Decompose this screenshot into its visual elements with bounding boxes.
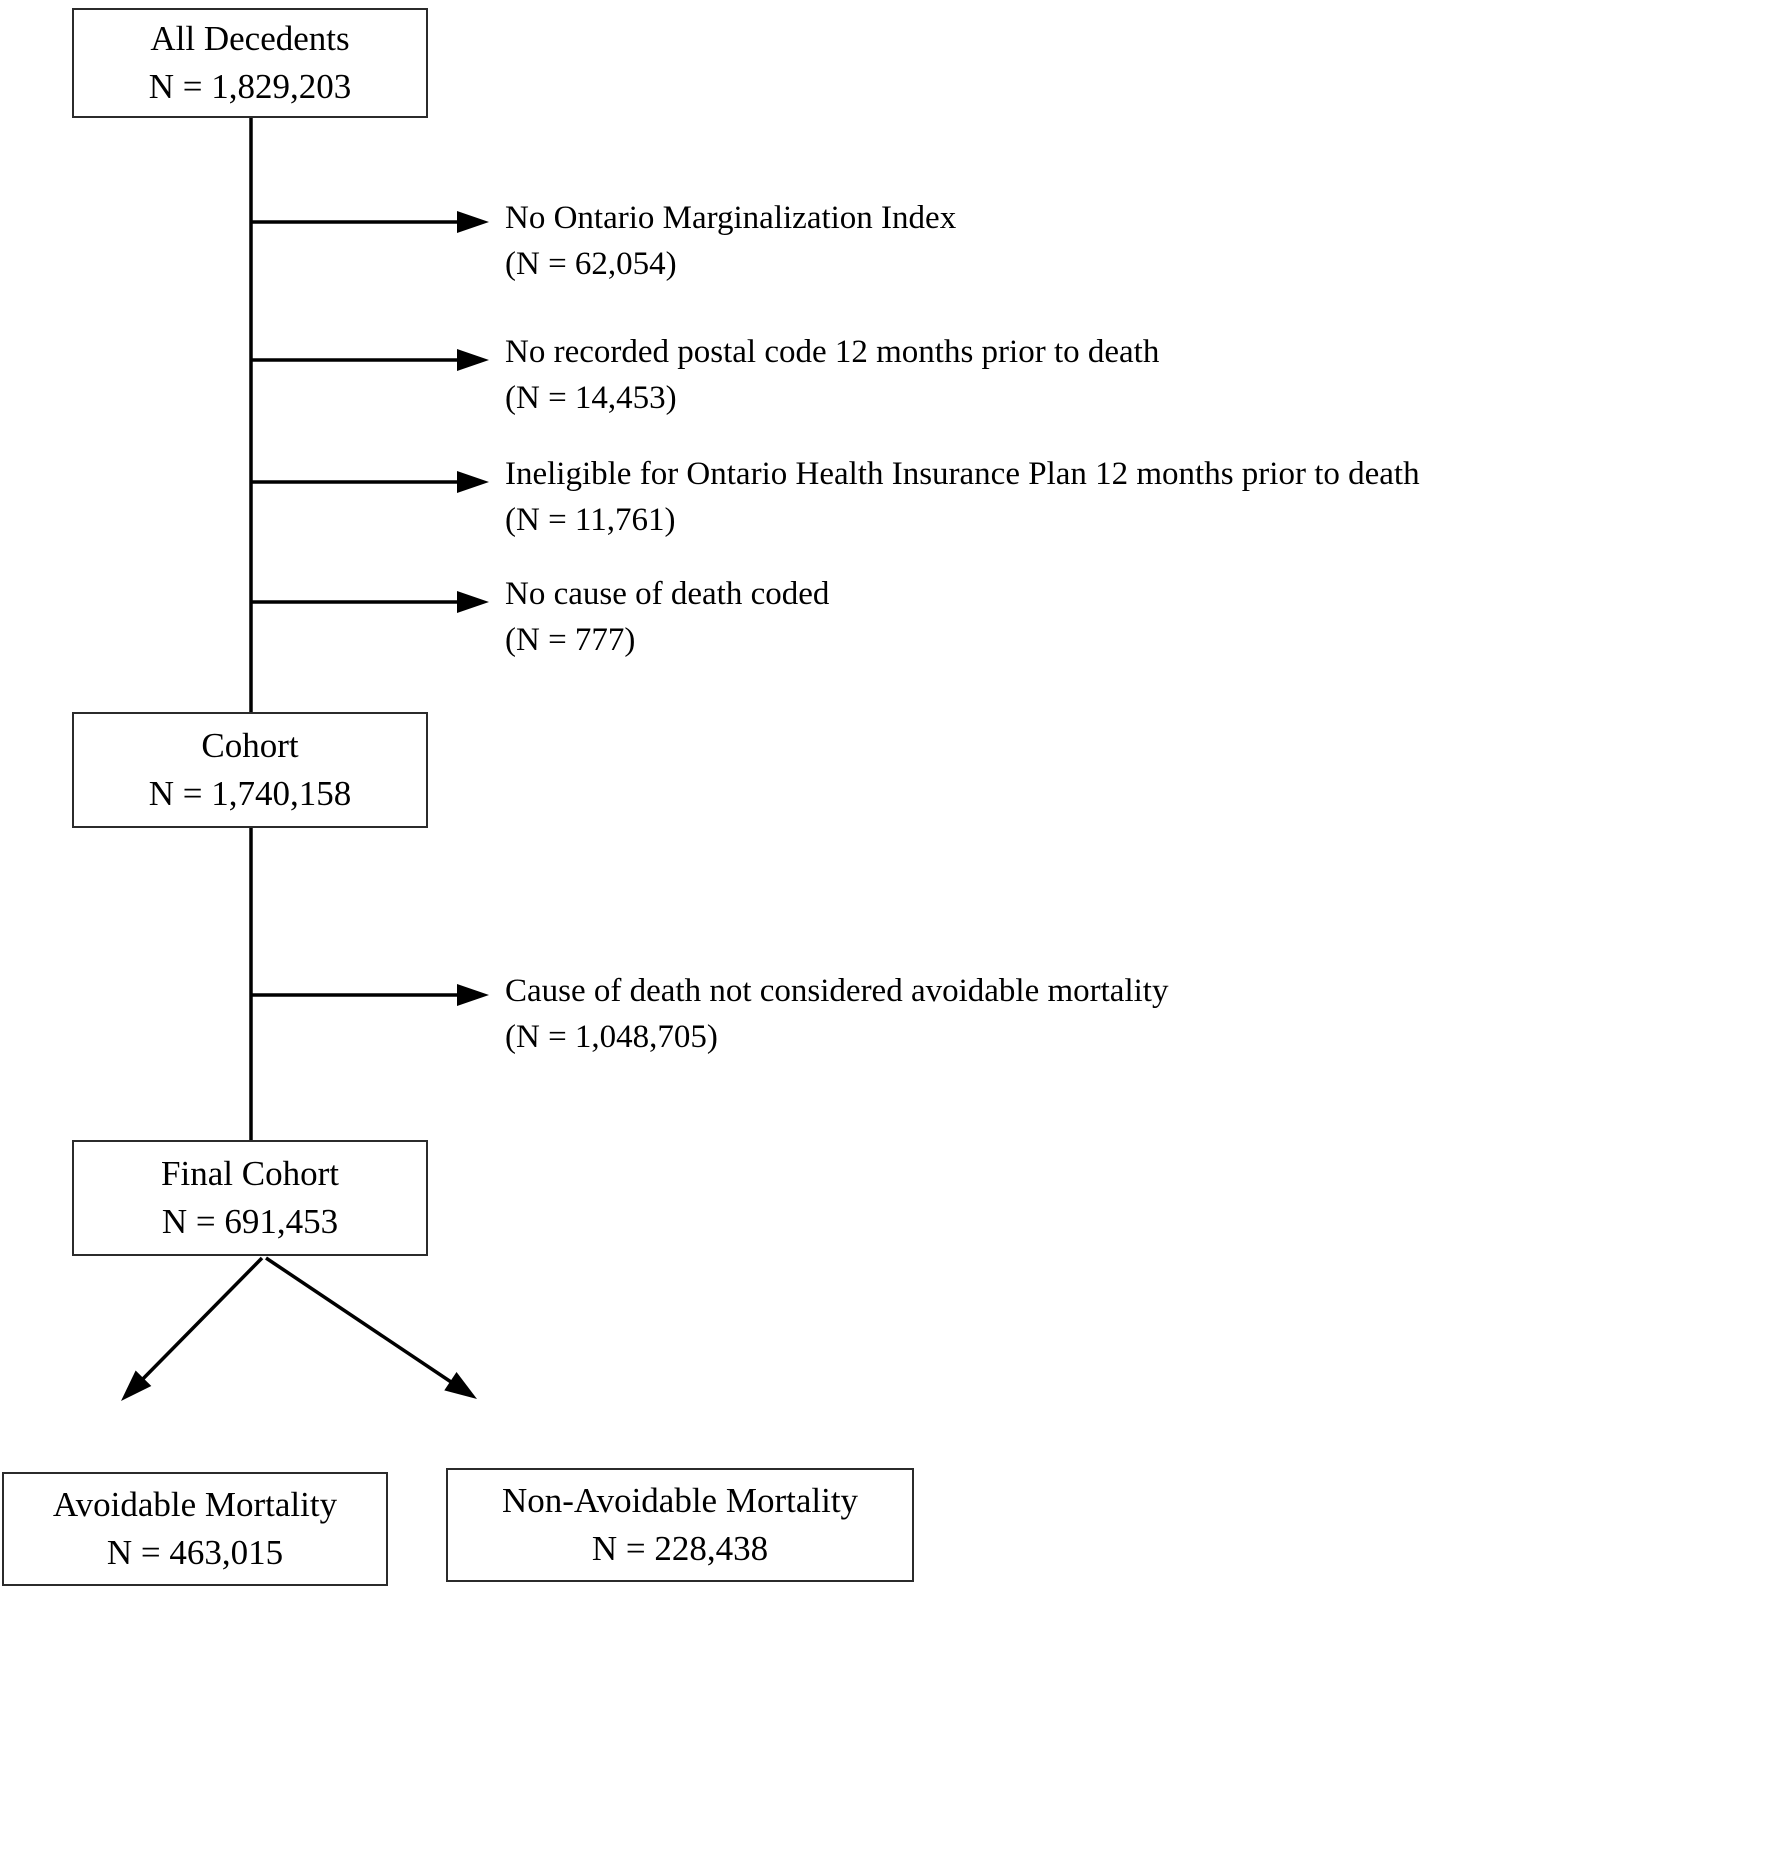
exclusion-note-3 (505, 452, 1755, 543)
exclusion-count: (N = 11,761) (505, 501, 676, 538)
box-all-decedents (72, 8, 428, 118)
box-non-avoidable-mortality (446, 1468, 914, 1582)
exclusion-reason: No cause of death coded (505, 576, 830, 612)
exclusion-arrowhead-2 (457, 349, 489, 371)
exclusion-note-2 (505, 330, 1755, 421)
box-count: N = 1,740,158 (148, 774, 352, 813)
exclusion-count: (N = 777) (505, 621, 636, 658)
exclusion-reason: No recorded postal code 12 months prior to death (505, 334, 1160, 370)
box-cohort (72, 712, 428, 828)
box-title: Avoidable Mortality (52, 1484, 338, 1524)
split-line-right (266, 1258, 466, 1392)
exclusion-reason: Cause of death not considered avoidable mortality (505, 973, 1169, 1009)
split-arrowhead-right (444, 1372, 483, 1408)
box-title: Cohort (201, 725, 299, 765)
exclusion-count: (N = 1,048,705) (505, 1018, 718, 1055)
box-count: N = 691,453 (161, 1202, 339, 1241)
exclusion-arrowhead-3 (457, 471, 489, 493)
exclusion-arrowhead-1 (457, 211, 489, 233)
box-final-cohort (72, 1140, 428, 1256)
exclusion-note-1 (505, 196, 1755, 287)
exclusion-reason: Ineligible for Ontario Health Insurance Plan 12 months prior to death (505, 456, 1420, 492)
exclusion-arrowhead-4 (457, 591, 489, 613)
exclusion-reason: No Ontario Marginalization Index (505, 200, 957, 236)
exclusion-count: (N = 14,453) (505, 379, 677, 416)
exclusion-count: (N = 62,054) (505, 245, 677, 282)
exclusion-note-5 (505, 969, 1755, 1060)
split-line-left (132, 1258, 262, 1390)
box-title: Final Cohort (161, 1153, 339, 1193)
exclusion-arrowhead-5 (457, 984, 489, 1006)
box-count: N = 228,438 (591, 1529, 769, 1568)
box-title: All Decedents (150, 18, 350, 58)
box-title: Non-Avoidable Mortality (501, 1480, 859, 1520)
box-count: N = 463,015 (106, 1533, 284, 1572)
exclusion-note-4 (505, 572, 1755, 663)
box-avoidable-mortality (2, 1472, 388, 1586)
split-arrowhead-left (113, 1370, 151, 1408)
box-count: N = 1,829,203 (148, 67, 352, 106)
